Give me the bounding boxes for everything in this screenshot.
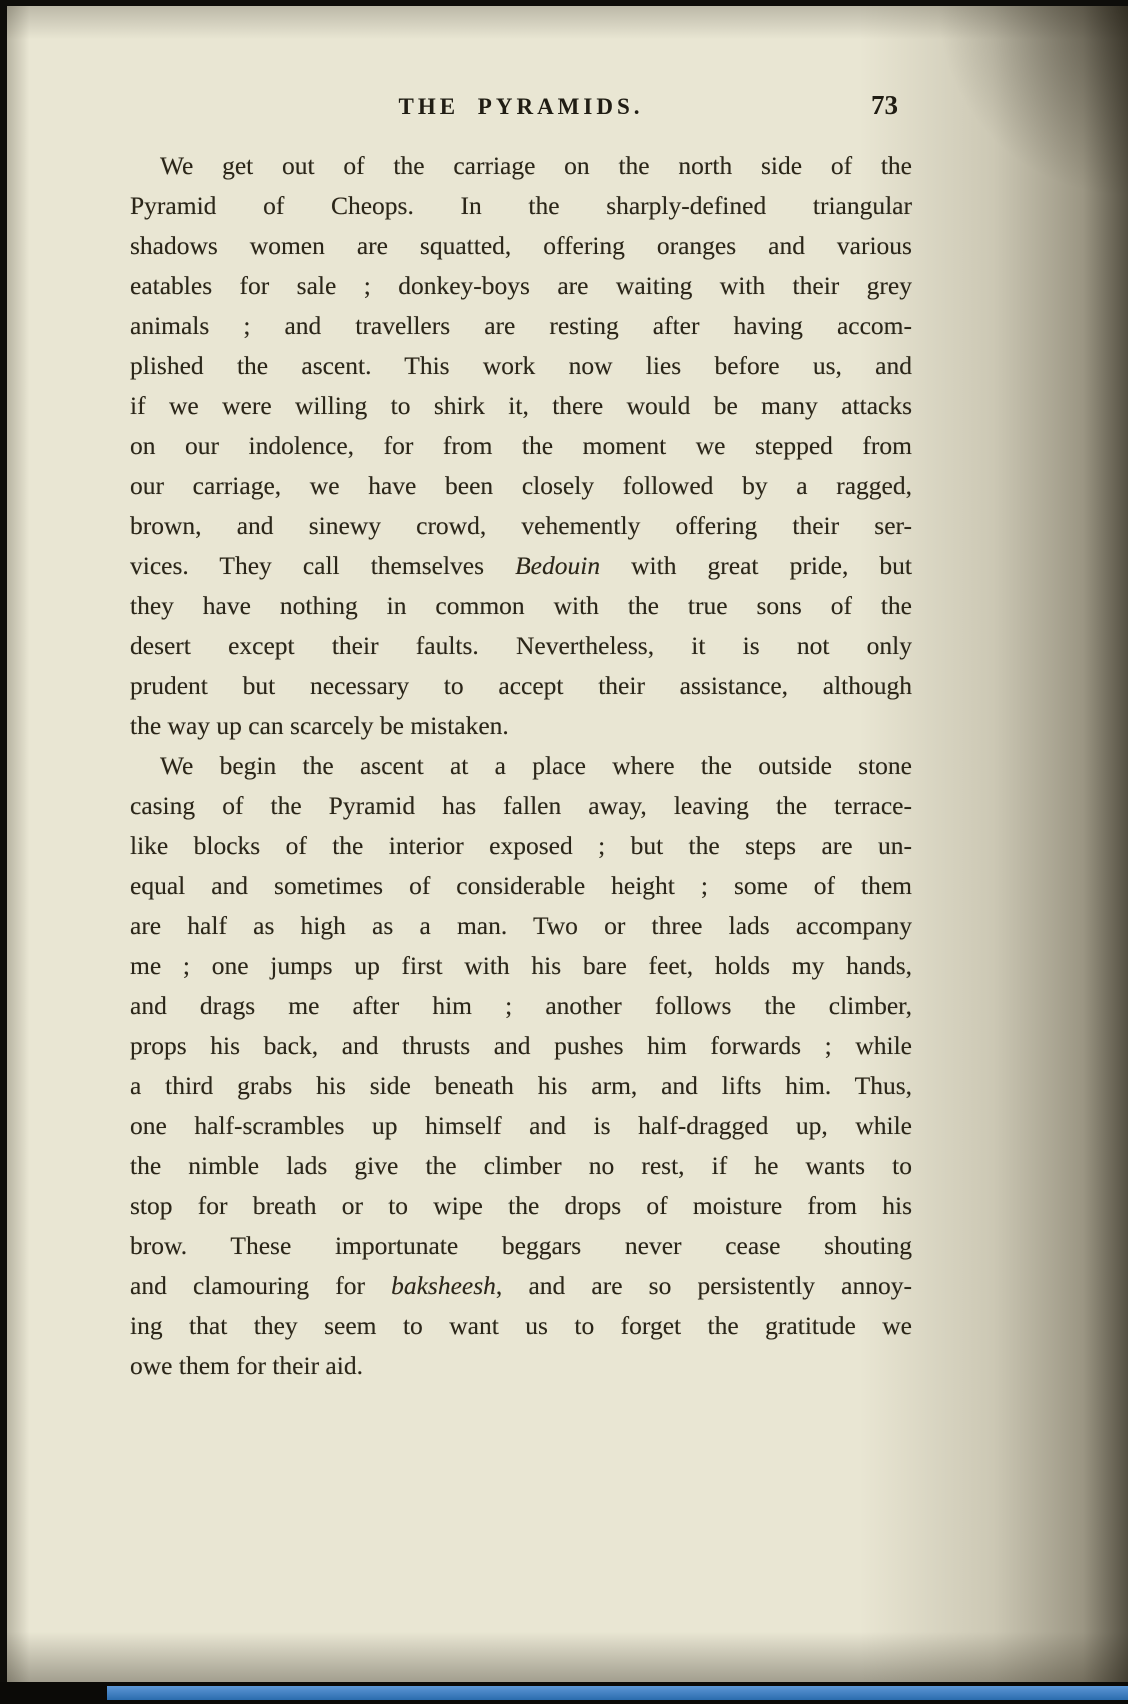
text-line <box>130 346 912 386</box>
text-line <box>130 866 912 906</box>
text-segment: ing that they seem to want us to forget the gratitude we <box>130 1311 912 1340</box>
text-segment: brown, and sinewy crowd, vehemently offering their ser- <box>130 511 912 540</box>
text-segment: like blocks of the interior exposed ; but the steps are un- <box>130 831 912 860</box>
text-line <box>130 1306 912 1346</box>
text-segment: vices. They call themselves <box>130 551 516 580</box>
text-line <box>130 426 912 466</box>
text-block <box>130 146 912 1386</box>
text-line <box>130 226 912 266</box>
text-line <box>130 386 912 426</box>
text-segment: one half-scrambles up himself and is half-dragged up, while <box>130 1111 912 1140</box>
text-segment: our carriage, we have been closely followed by a ragged, <box>130 471 912 500</box>
page-number: 73 <box>871 90 898 120</box>
text-line <box>130 1066 912 1106</box>
italic-text: Bedouin <box>515 551 601 580</box>
text-segment: on our indolence, for from the moment we stepped from <box>130 431 912 460</box>
text-line <box>130 666 912 706</box>
text-segment: Pyramid of Cheops. In the sharply-defined triangular <box>130 191 912 220</box>
text-segment: a third grabs his side beneath his arm, and lifts him. Thus, <box>130 1071 912 1100</box>
text-line <box>130 786 912 826</box>
text-line <box>130 266 912 306</box>
running-title: THE PYRAMIDS. <box>398 94 644 119</box>
text-segment: the nimble lads give the climber no rest, if he wants to <box>130 1151 912 1180</box>
text-segment: if we were willing to shirk it, there would be many attacks <box>130 391 912 420</box>
text-segment: shadows women are squatted, offering oranges and various <box>130 231 912 260</box>
text-line <box>130 1266 912 1306</box>
text-segment: prudent but necessary to accept their assistance, although <box>130 671 912 700</box>
text-segment: are half as high as a man. Two or three lads accompany <box>130 911 912 940</box>
book-bottom-edge <box>0 1682 1128 1704</box>
text-segment: We begin the ascent at a place where the outside stone <box>160 751 912 780</box>
text-line <box>130 186 912 226</box>
text-segment: desert except their faults. Nevertheless, it is not only <box>130 631 912 660</box>
page-header <box>130 90 912 130</box>
text-segment: me ; one jumps up first with his bare feet, holds my hands, <box>130 951 912 980</box>
text-line <box>130 826 912 866</box>
blue-cover-strip <box>107 1686 1128 1700</box>
text-line <box>130 466 912 506</box>
text-line <box>130 1026 912 1066</box>
text-segment: casing of the Pyramid has fallen away, leaving the terrace- <box>130 791 912 820</box>
text-line <box>130 1146 912 1186</box>
text-segment: We get out of the carriage on the north side of the <box>160 151 912 180</box>
text-segment: they have nothing in common with the true sons of the <box>130 591 912 620</box>
text-segment: , and are so persistently annoy- <box>495 1271 912 1300</box>
text-line <box>130 626 912 666</box>
text-segment: and drags me after him ; another follows the climber, <box>130 991 912 1020</box>
text-segment: with great pride, but <box>600 551 912 580</box>
text-line <box>130 946 912 986</box>
paragraph <box>130 746 912 1386</box>
text-line <box>130 986 912 1026</box>
text-segment: animals ; and travellers are resting after having accom- <box>130 311 912 340</box>
text-line <box>130 1226 912 1266</box>
text-segment: equal and sometimes of considerable height ; some of them <box>130 871 912 900</box>
text-line <box>130 306 912 346</box>
text-line <box>130 546 912 586</box>
text-segment: stop for breath or to wipe the drops of moisture from his <box>130 1191 912 1220</box>
italic-text: baksheesh <box>391 1271 496 1300</box>
text-segment: plished the ascent. This work now lies before us, and <box>130 351 912 380</box>
text-line <box>130 586 912 626</box>
text-line <box>130 506 912 546</box>
text-segment: brow. These importunate beggars never cease shouting <box>130 1231 912 1260</box>
book-page <box>7 6 1128 1682</box>
text-segment: and clamouring for <box>130 1271 392 1300</box>
text-line <box>130 906 912 946</box>
text-line <box>130 1186 912 1226</box>
text-segment: props his back, and thrusts and pushes him forwards ; while <box>130 1031 912 1060</box>
text-segment: owe them for their aid. <box>130 1351 363 1380</box>
text-line <box>130 1106 912 1146</box>
text-line <box>130 1346 912 1386</box>
text-line <box>130 706 912 746</box>
text-segment: the way up can scarcely be mistaken. <box>130 711 509 740</box>
text-line <box>130 146 912 186</box>
text-segment: eatables for sale ; donkey-boys are waiting with their grey <box>130 271 912 300</box>
text-line <box>130 746 912 786</box>
paragraph <box>130 146 912 746</box>
